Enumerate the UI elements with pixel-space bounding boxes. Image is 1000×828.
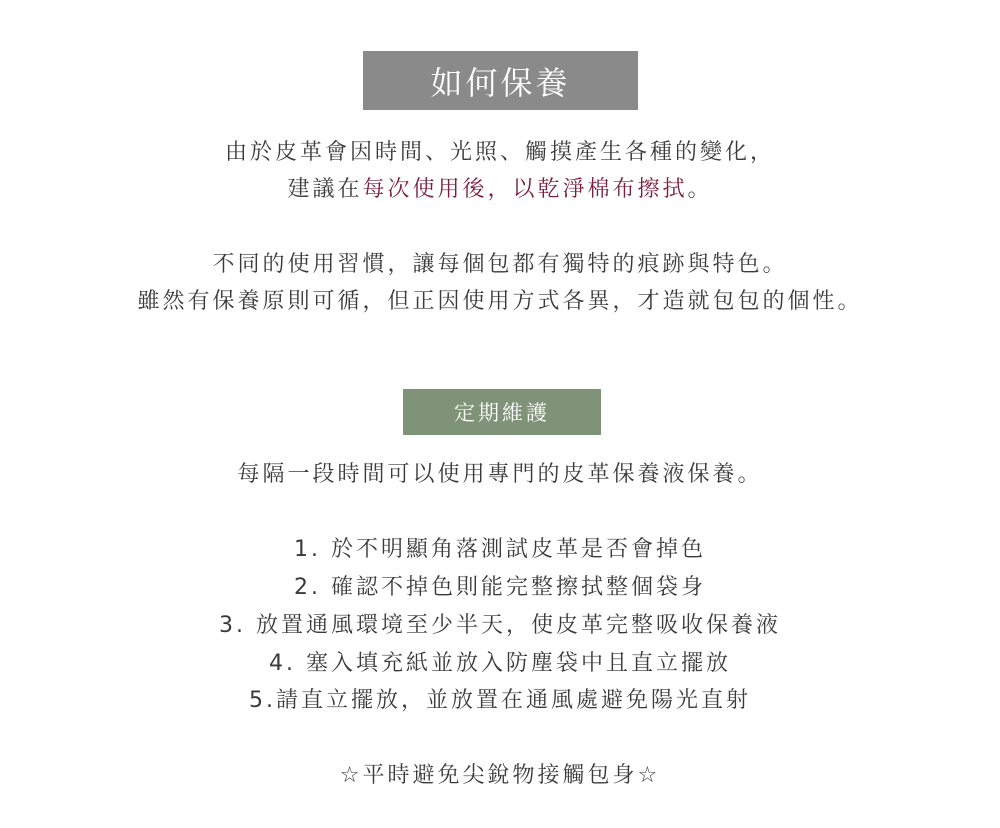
step-3: 3. 放置通風環境至少半天，使皮革完整吸收保養液 xyxy=(219,613,781,638)
intro-line-3: 不同的使用習慣，讓每個包都有獨特的痕跡與特色。 xyxy=(212,252,788,277)
step-2: 2. 確認不掉色則能完整擦拭整個袋身 xyxy=(294,575,706,600)
intro-line-2 xyxy=(0,175,1000,205)
intro-line-2-prefix: 建議在 xyxy=(287,177,363,202)
intro-line-2-accent: 每次使用後，以乾淨棉布擦拭 xyxy=(362,177,688,202)
intro-line-4: 雖然有保養原則可循，但正因使用方式各異，才造就包包的個性。 xyxy=(137,289,863,314)
care-note: ☆平時避免尖銳物接觸包身☆ xyxy=(339,763,661,788)
step-5: 5.請直立擺放，並放置在通風處避免陽光直射 xyxy=(249,688,751,713)
intro-line-1: 由於皮革會因時間、光照、觸摸產生各種的變化， xyxy=(224,140,775,165)
section-title: 定期維護 xyxy=(403,389,601,435)
step-1: 1. 於不明顯角落測試皮革是否會掉色 xyxy=(294,537,706,562)
intro-line-2-suffix: 。 xyxy=(687,177,713,202)
section-description: 每隔一段時間可以使用專門的皮革保養液保養。 xyxy=(237,462,763,487)
page-title: 如何保養 xyxy=(363,51,638,110)
step-4: 4. 塞入填充紙並放入防塵袋中且直立擺放 xyxy=(269,651,731,676)
